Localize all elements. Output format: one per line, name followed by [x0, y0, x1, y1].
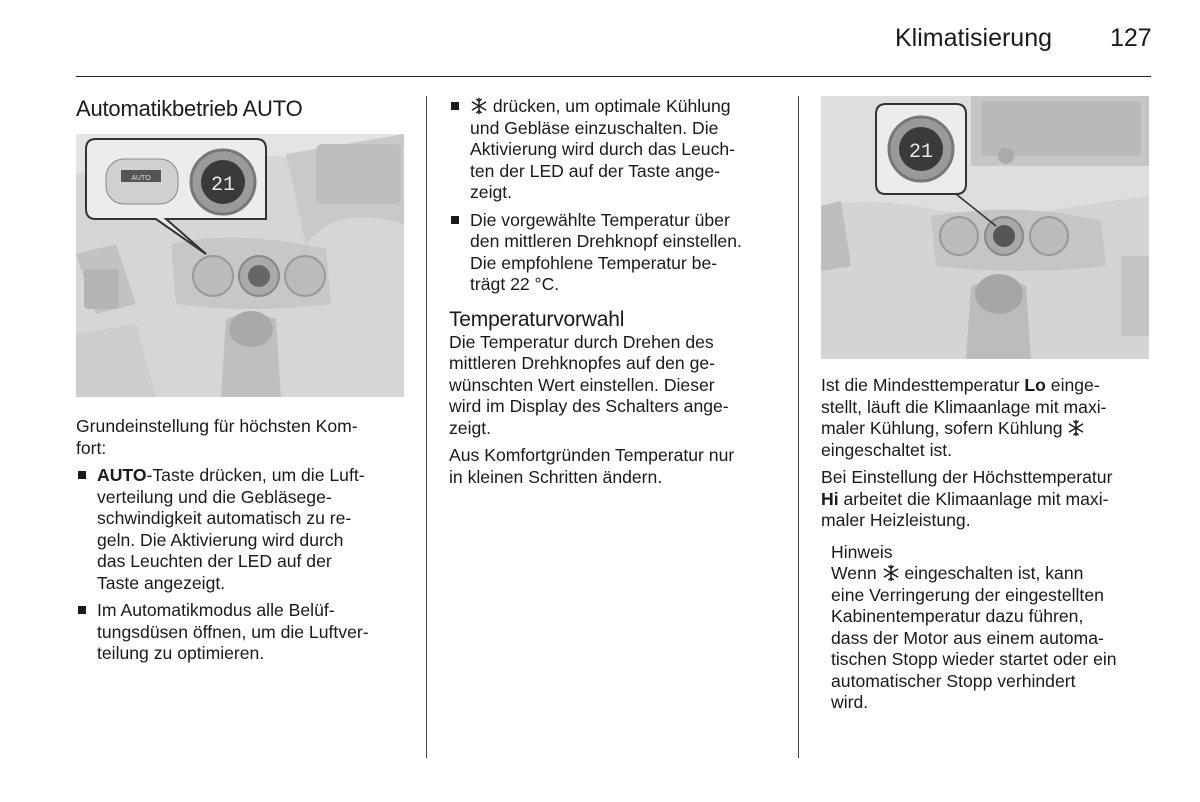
bullet-cooling: drücken, um optimale Kühlung und Gebläse einzuschalten. Die Aktivierung wird durch das Leuch- ten der LED auf der Taste ange- zeigt. [449, 96, 789, 204]
lo-label: Lo [1024, 375, 1046, 395]
note-box: Hinweis Wenn eingeschalten ist, kann eine Verringerung der eingestellten Kabinentemperatur dazu führen, dass der Motor aus einem automa- tischen Stopp wieder startet oder ein automatischer Stopp verhindert wird. [821, 542, 1156, 714]
header-rule [76, 76, 1151, 77]
figure-display-temp: 21 [210, 174, 236, 197]
bullet-auto: AUTO-Taste drücken, um die Luft- verteilung und die Gebläsege- schwindigkeit automatisch zu re- geln. Die Aktivierung wird durch das Leuchten der LED auf der Taste angezeigt. [76, 465, 411, 594]
snowflake-icon [470, 97, 488, 115]
bullet-temperature: Die vorgewählte Temperatur über den mittleren Drehknopf einstellen. Die empfohlene Temperatur be- trägt 22 °C. [449, 210, 789, 296]
heading-temperaturvorwahl: Temperaturvorwahl [449, 307, 625, 331]
column-divider [798, 96, 799, 758]
bullet-vents: Im Automatikmodus alle Belüf- tungsdüsen öffnen, um die Luftver- teilung zu optimieren. [76, 600, 411, 665]
column-1-text [76, 416, 411, 665]
section-title: Klimatisierung [895, 24, 1053, 52]
comfort-paragraph: Aus Komfortgründen Temperatur nur in kleinen Schritten ändern. [449, 445, 735, 487]
page-number: 127 [1110, 24, 1152, 52]
hi-paragraph: Bei Einstellung der Höchsttemperatur Hi arbeitet die Klimaanlage mit maxi- maler Heizleistung. [821, 467, 1113, 530]
figure-display-temp-2: 21 [908, 141, 934, 164]
hi-label: Hi [821, 488, 839, 509]
snowflake-icon [882, 564, 900, 582]
column-2 [449, 96, 789, 488]
note-title: Hinweis [831, 541, 893, 562]
temp-paragraph: Die Temperatur durch Drehen des mittleren Drehknopfes auf den ge- wünschten Wert einstellen. Dieser wird im Display des Schalters ange- zeigt. [449, 331, 729, 438]
snowflake-icon [1067, 419, 1085, 437]
figure-climate-control-auto [76, 134, 404, 397]
figure-temperature-knob [821, 96, 1149, 359]
figure-display-auto: AUTO [131, 175, 151, 182]
column-1 [76, 96, 411, 122]
auto-label: AUTO [97, 465, 147, 485]
heading-automatikbetrieb: Automatikbetrieb AUTO [76, 96, 303, 121]
lo-paragraph: Ist die Mindesttemperatur Lo einge- stellt, läuft die Klimaanlage mit maxi- maler Kühlung, sofern Kühlung eingeschaltet ist. [821, 375, 1107, 460]
column-divider [426, 96, 427, 758]
intro-paragraph: Grundeinstellung für höchsten Kom- fort: [76, 416, 358, 458]
column-3 [821, 375, 1156, 714]
